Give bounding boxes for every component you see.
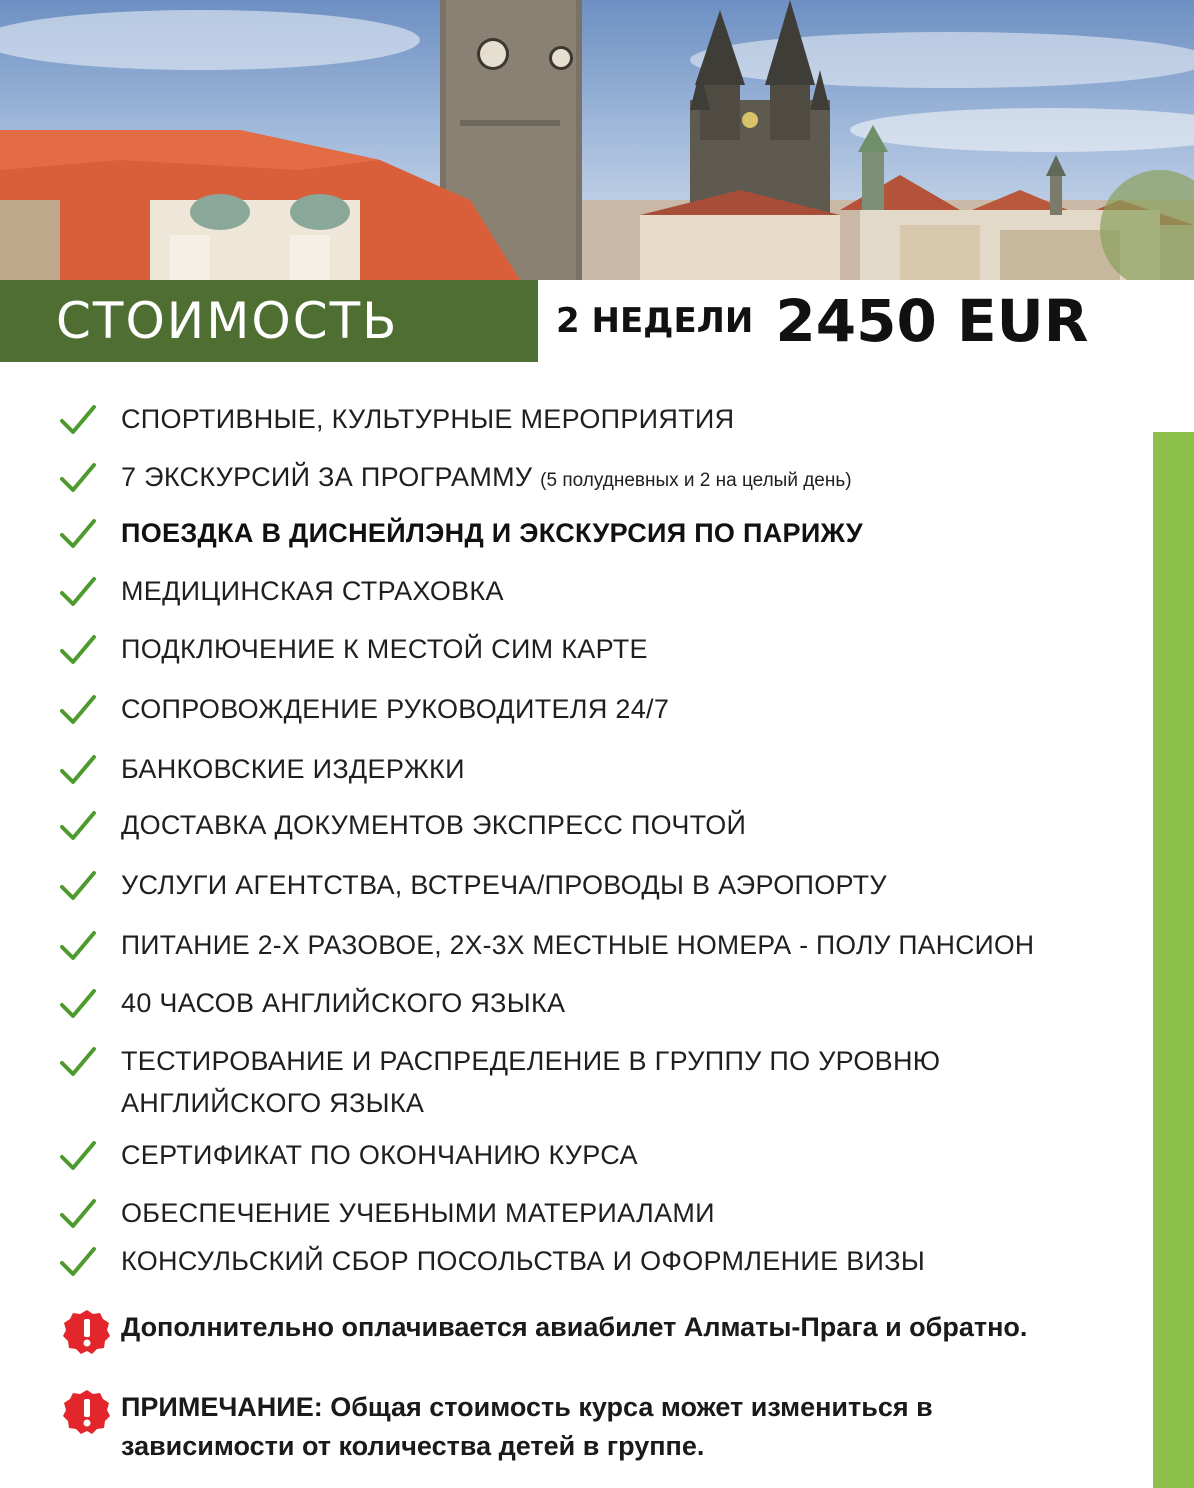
feature-text: КОНСУЛЬСКИЙ СБОР ПОСОЛЬСТВА И ОФОРМЛЕНИЕ ВИЗЫ [121, 1246, 926, 1276]
feature-text: ОБЕСПЕЧЕНИЕ УЧЕБНЫМИ МАТЕРИАЛАМИ [121, 1198, 715, 1228]
checkmark-icon [60, 404, 96, 436]
feature-text: 40 ЧАСОВ АНГЛИЙСКОГО ЯЗЫКА [121, 988, 566, 1018]
page-title: СТОИМОСТЬ [56, 292, 399, 350]
price-band-title-block [0, 280, 538, 362]
feature-text: ПИТАНИЕ 2-Х РАЗОВОЕ, 2Х-3Х МЕСТНЫЕ НОМЕРА - ПОЛУ ПАНСИОН [121, 930, 1035, 960]
feature-text: ПОЕЗДКА В ДИСНЕЙЛЭНД И ЭКСКУРСИЯ ПО ПАРИЖУ [121, 518, 864, 548]
feature-text: МЕДИЦИНСКАЯ СТРАХОВКА [121, 576, 504, 606]
prague-skyline-image [0, 0, 1194, 280]
checkmark-icon [60, 1046, 96, 1078]
checkmark-icon [60, 1140, 96, 1172]
note-text: Дополнительно оплачивается авиабилет Алматы-Прага и обратно. [121, 1312, 1028, 1342]
accent-bar [1153, 432, 1194, 1488]
checkmark-icon [60, 634, 96, 666]
checkmark-icon [60, 1246, 96, 1278]
note-text: ПРИМЕЧАНИЕ: Общая стоимость курса может измениться в зависимости от количества детей в группе. [121, 1392, 933, 1461]
feature-note: (5 полудневных и 2 на целый день) [540, 470, 852, 491]
checkmark-icon [60, 754, 96, 786]
checkmark-icon [60, 694, 96, 726]
feature-text: 7 ЭКСКУРСИЙ ЗА ПРОГРАММУ [121, 462, 533, 492]
feature-text: УСЛУГИ АГЕНТСТВА, ВСТРЕЧА/ПРОВОДЫ В АЭРОПОРТУ [121, 870, 887, 900]
feature-text: СПОРТИВНЫЕ, КУЛЬТУРНЫЕ МЕРОПРИЯТИЯ [121, 404, 735, 434]
price-band-value-block [538, 280, 1194, 362]
feature-text-with-note [121, 456, 852, 502]
exclamation-badge-icon [62, 1388, 112, 1436]
checkmark-icon [60, 870, 96, 902]
price-value: 2450 EUR [775, 287, 1089, 355]
checkmark-icon [60, 518, 96, 550]
feature-text: ТЕСТИРОВАНИЕ И РАСПРЕДЕЛЕНИЕ В ГРУППУ ПО УРОВНЮ АНГЛИЙСКОГО ЯЗЫКА [121, 1046, 941, 1118]
checkmark-icon [60, 810, 96, 842]
exclamation-badge-icon [62, 1308, 112, 1356]
feature-text: СЕРТИФИКАТ ПО ОКОНЧАНИЮ КУРСА [121, 1140, 638, 1170]
checkmark-icon [60, 462, 96, 494]
checkmark-icon [60, 576, 96, 608]
feature-text: БАНКОВСКИЕ ИЗДЕРЖКИ [121, 754, 465, 784]
checkmark-icon [60, 930, 96, 962]
feature-text: ДОСТАВКА ДОКУМЕНТОВ ЭКСПРЕСС ПОЧТОЙ [121, 810, 747, 840]
checkmark-icon [60, 988, 96, 1020]
feature-text: СОПРОВОЖДЕНИЕ РУКОВОДИТЕЛЯ 24/7 [121, 694, 670, 724]
checkmark-icon [60, 1198, 96, 1230]
hero-photo [0, 0, 1194, 280]
duration-label: 2 НЕДЕЛИ [556, 301, 754, 341]
feature-text: ПОДКЛЮЧЕНИЕ К МЕСТОЙ СИМ КАРТЕ [121, 634, 648, 664]
